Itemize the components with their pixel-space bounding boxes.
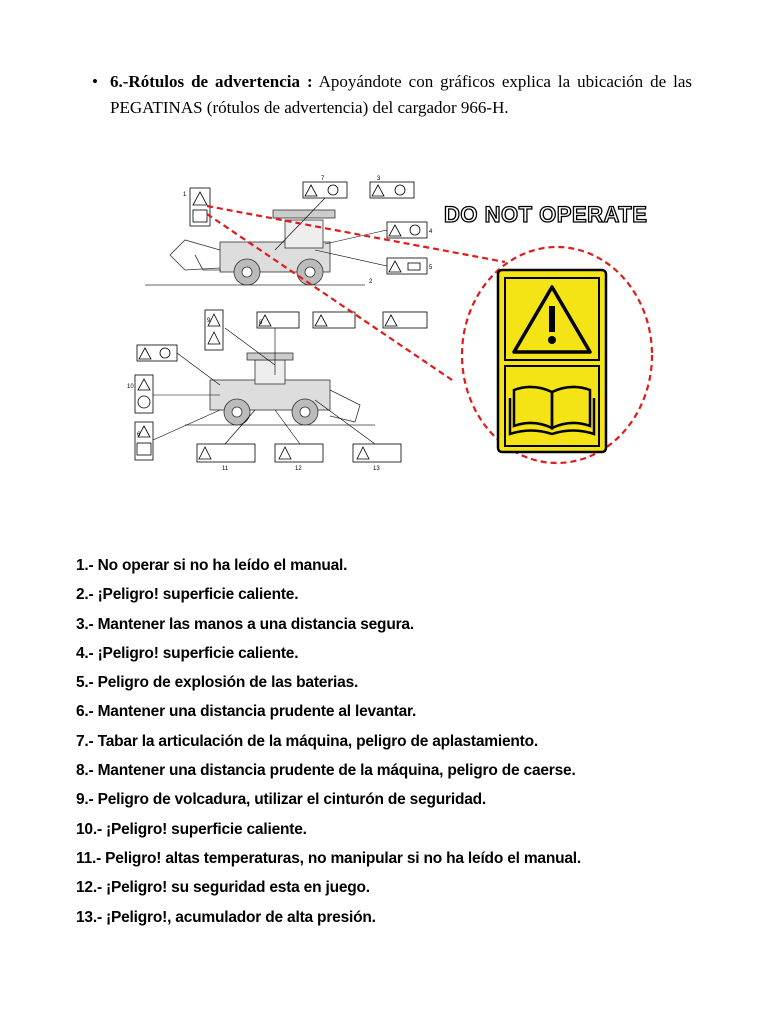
list-item: 12.- ¡Peligro! su seguridad esta en juego. (76, 879, 370, 897)
list-item: 6.- Mantener una distancia prudente al levantar. (76, 703, 417, 721)
list-item: 13.- ¡Peligro!, acumulador de alta presión. (76, 908, 376, 926)
warning-label-list (76, 551, 581, 932)
callout-5: 5 (429, 265, 433, 271)
callout-7: 7 (321, 176, 325, 182)
list-item: 7.- Tabar la articulación de la máquina, peligro de aplastamiento. (76, 732, 538, 750)
callout-13: 13 (373, 466, 380, 472)
list-item: 4.- ¡Peligro! superficie caliente. (76, 644, 299, 662)
callout-4: 4 (429, 229, 433, 235)
callout-10: 10 (127, 384, 134, 390)
callout-3: 3 (377, 176, 381, 182)
loader-decals-figure (125, 170, 655, 490)
callout-8: 8 (259, 320, 263, 326)
bullet-marker: • (92, 72, 98, 91)
decal-thumbnails (135, 182, 427, 462)
callout-12: 12 (295, 466, 302, 472)
list-item: 10.- ¡Peligro! superficie caliente. (76, 820, 307, 838)
list-item: 8.- Mantener una distancia prudente de la máquina, peligro de caerse. (76, 762, 576, 780)
enlarged-warning-decal (498, 270, 606, 452)
callout-9: 9 (207, 318, 211, 324)
loader-side-view-top (145, 210, 365, 285)
callout-2: 2 (369, 279, 373, 285)
list-item: 11.- Peligro! altas temperaturas, no manipular si no ha leído el manual. (76, 849, 581, 867)
list-item: 5.- Peligro de explosión de las baterias. (76, 674, 359, 692)
list-item: 9.- Peligro de volcadura, utilizar el cinturón de seguridad. (76, 791, 487, 809)
loader-side-view-bottom (185, 353, 375, 425)
callout-11: 11 (222, 466, 229, 472)
list-item: 2.- ¡Peligro! superficie caliente. (76, 586, 299, 604)
callout-1: 1 (183, 192, 187, 198)
list-item: 3.- Mantener las manos a una distancia segura. (76, 615, 414, 633)
intro-paragraph (110, 69, 692, 121)
section-body: Apoyándote con gráficos explica la ubicación de las PEGATINAS (rótulos de advertencia) del cargador 966-H. (110, 72, 693, 117)
callout-6: 6 (137, 432, 141, 438)
do-not-operate-banner: DO NOT OPERATE (444, 202, 648, 227)
section-heading: 6.-Rótulos de advertencia : (110, 72, 313, 91)
list-item: 1.- No operar si no ha leído el manual. (76, 557, 348, 574)
